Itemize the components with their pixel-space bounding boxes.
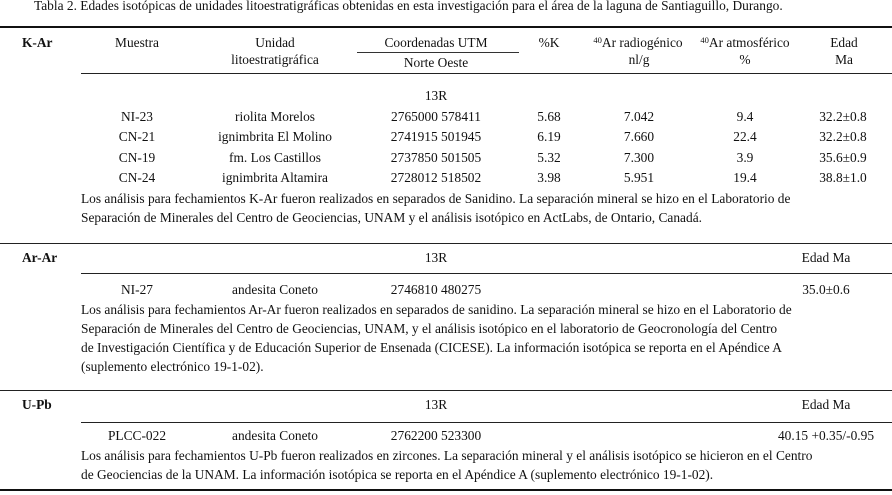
cell-edad: 38.8±1.0 — [819, 170, 867, 185]
bottom-rule — [0, 489, 892, 491]
table-caption: Tabla 2. Edades isotópicas de unidades litoestratigráficas obtenidas en esta investigación para el área de la laguna de Santiaguillo, Durango. — [34, 0, 783, 13]
note-line: Los análisis para fechamientos K-Ar fueron realizados en separados de Sanidino. La separación mineral se hizo en el Laboratorio de — [81, 191, 791, 206]
cell-unidad: ignimbrita Altamira — [222, 170, 328, 185]
cell-ar-atm: 19.4 — [733, 170, 757, 185]
cell-muestra: NI-23 — [121, 109, 153, 124]
cell-unidad: fm. Los Castillos — [229, 150, 321, 165]
upb-edad-header: Edad Ma — [801, 397, 851, 412]
kar-bottom-rule — [0, 243, 892, 244]
cell-edad: 32.2±0.8 — [819, 109, 867, 124]
note-line: de Geociencias de la UNAM. La información isotópica se reporta en el Apéndice A (suplemento electrónico 19-1-02). — [81, 467, 714, 482]
cell-ar-rad: 5.951 — [623, 170, 655, 185]
kar-zone: 13R — [424, 88, 448, 103]
arar-note — [81, 300, 887, 376]
cell-ar-atm: 3.9 — [736, 150, 754, 165]
cell-ar-rad: 7.660 — [623, 129, 655, 144]
kar-label: K-Ar — [22, 35, 53, 50]
header-coordenadas: Coordenadas UTM — [384, 35, 488, 50]
cell-ar-rad: 7.300 — [623, 150, 655, 165]
cell-muestra: CN-24 — [118, 170, 156, 185]
cell-k: 6.19 — [537, 129, 561, 144]
upb-header-rule — [81, 422, 892, 423]
cell-coord: 2746810 480275 — [390, 282, 482, 297]
kar-header-rule — [81, 73, 892, 74]
arar-zone: 13R — [424, 250, 448, 265]
cell-k: 5.68 — [537, 109, 561, 124]
note-line: Separación de Minerales del Centro de Geociencias, UNAM y el análisis isotópico en ActLabs, de Ontario, Canadá. — [81, 210, 702, 225]
arar-label: Ar-Ar — [22, 250, 58, 265]
header-k: %K — [538, 35, 560, 50]
cell-ar-atm: 9.4 — [736, 109, 754, 124]
header-edad-unit: Ma — [835, 52, 853, 67]
header-unidad-line1: Unidad — [255, 35, 295, 50]
header-muestra: Muestra — [115, 35, 159, 50]
coordenadas-divider — [357, 52, 519, 53]
header-edad: Edad — [830, 35, 858, 50]
cell-coord: 2728012 518502 — [390, 170, 482, 185]
header-ar-atmosferico: $^{40}$Ar atmosférico — [700, 35, 790, 50]
cell-coord: 2765000 578411 — [391, 109, 481, 124]
cell-muestra: CN-21 — [118, 129, 156, 144]
cell-ar-rad: 7.042 — [623, 109, 655, 124]
cell-edad: 35.0±0.6 — [802, 282, 850, 297]
upb-label: U-Pb — [22, 397, 52, 412]
kar-note — [81, 189, 887, 227]
cell-coord: 2741915 501945 — [390, 129, 482, 144]
cell-edad: 40.15 +0.35/-0.95 — [777, 428, 875, 443]
cell-muestra: PLCC-022 — [107, 428, 167, 443]
arar-header-rule — [81, 273, 892, 274]
cell-unidad: ignimbrita El Molino — [218, 129, 332, 144]
note-line: (suplemento electrónico 19-1-02). — [81, 359, 264, 374]
header-ar-radiogenico: $^{40}$Ar radiogénico — [593, 35, 683, 50]
arar-bottom-rule — [0, 390, 892, 391]
arar-edad-header: Edad Ma — [801, 250, 851, 265]
note-line: Separación de Minerales del Centro de Geociencias, UNAM, y el análisis isotópico en el laboratorio de Geocronología del Centro — [81, 321, 778, 336]
cell-unidad: andesita Coneto — [232, 282, 318, 297]
cell-k: 3.98 — [537, 170, 561, 185]
note-line: de Investigación Científica y de Educación Superior de Ensenada (CICESE). La información isotópica se reporta en el Apéndice A — [81, 340, 782, 355]
header-unidad-line2: litoestratigráfica — [231, 52, 319, 67]
cell-ar-atm: 22.4 — [733, 129, 757, 144]
note-line: Los análisis para fechamientos Ar-Ar fueron realizados en separados de sanidino. La separación mineral se hizo en el Laboratorio de — [81, 302, 792, 317]
cell-edad: 32.2±0.8 — [819, 129, 867, 144]
cell-muestra: CN-19 — [118, 150, 156, 165]
cell-coord: 2762200 523300 — [390, 428, 482, 443]
top-rule — [0, 26, 892, 28]
cell-k: 5.32 — [537, 150, 561, 165]
cell-unidad: riolita Morelos — [235, 109, 315, 124]
upb-zone: 13R — [424, 397, 448, 412]
cell-muestra: NI-27 — [121, 282, 153, 297]
cell-coord: 2737850 501505 — [390, 150, 482, 165]
header-norte-oeste: Norte Oeste — [403, 55, 469, 70]
header-ar-atmosferico-unit: % — [739, 52, 751, 67]
cell-unidad: andesita Coneto — [232, 428, 318, 443]
header-ar-radiogenico-unit: nl/g — [628, 52, 650, 67]
upb-note — [81, 446, 887, 484]
cell-edad: 35.6±0.9 — [819, 150, 867, 165]
note-line: Los análisis para fechamientos U-Pb fueron realizados en zircones. La separación mineral y el análisis isotópico se hicieron en el Centro — [81, 448, 813, 463]
